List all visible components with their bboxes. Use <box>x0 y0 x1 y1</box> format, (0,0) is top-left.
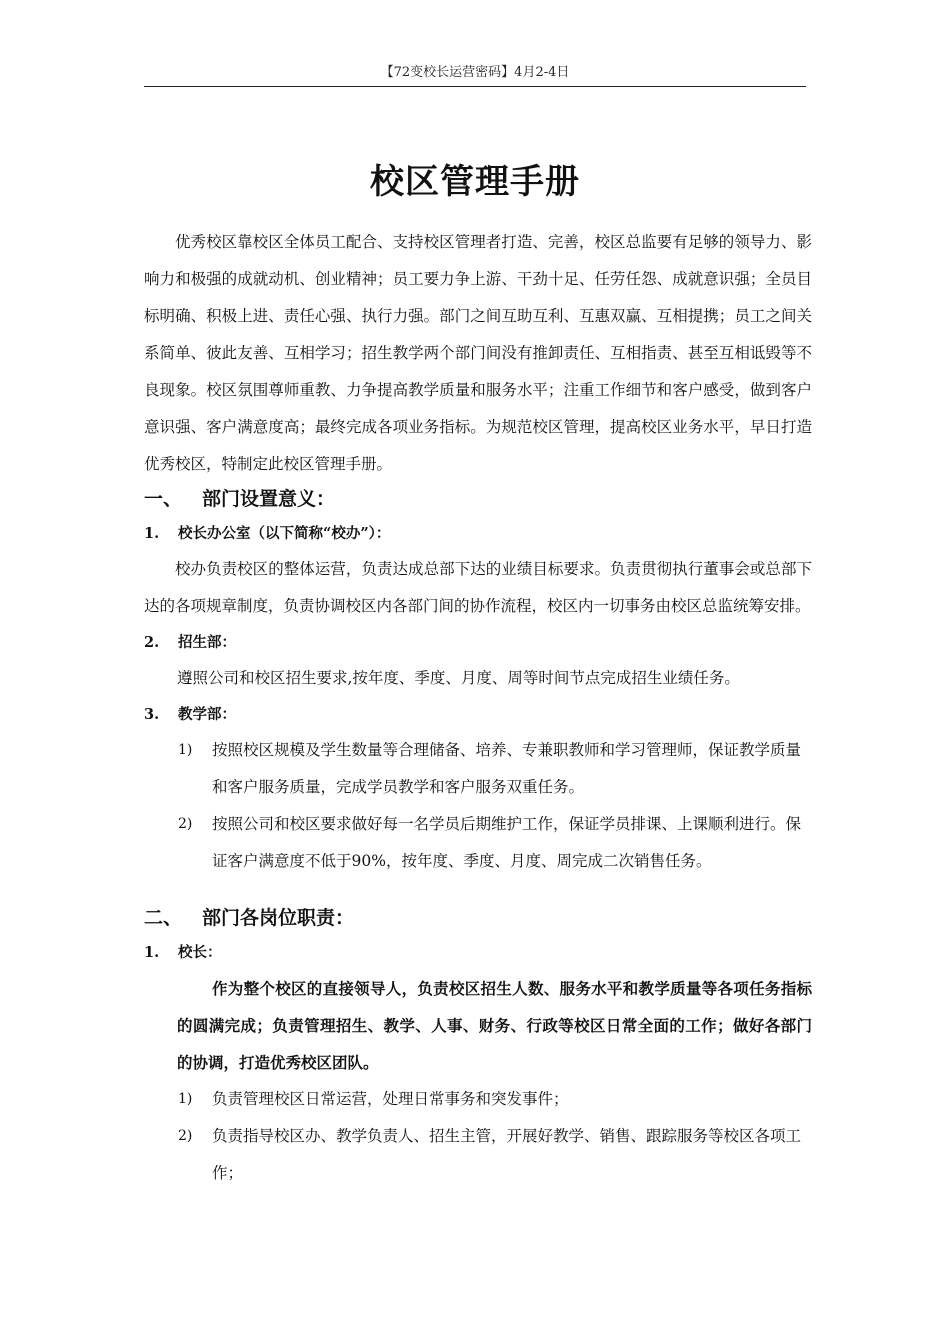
subsection-1-1-text: 校办负责校区的整体运营，负责达成总部下达的业绩目标要求。负责贯彻执行董事会或总部下达的各项规章制度，负责协调校区内各部门间的协作流程，校区内一切事务由校区总监统筹安排。 <box>144 560 812 615</box>
list-item-text: 负责管理校区日常运营，处理日常事务和突发事件； <box>212 1090 569 1108</box>
subsection-1-2-text: 遵照公司和校区招生要求,按年度、季度、月度、周等时间节点完成招生业绩任务。 <box>177 669 740 687</box>
list-item-text: 按照校区规模及学生数量等合理储备、培养、专兼职教师和学习管理师，保证教学质量和客户服务质量，完成学员教学和客户服务双重任务。 <box>212 741 802 796</box>
subsection-1-3-number: 3. <box>144 706 160 723</box>
subsection-1-1-heading <box>144 516 812 551</box>
list-item <box>144 1081 812 1118</box>
section-2-number: 二、 <box>144 907 183 929</box>
subsection-1-1-number: 1. <box>144 525 160 542</box>
list-item <box>144 806 812 880</box>
section-2-title: 部门各岗位职责： <box>202 907 355 929</box>
subsection-2-1-heading <box>144 935 812 970</box>
list-item-number: 1) <box>178 742 193 758</box>
section-spacer <box>144 880 812 902</box>
section-2-heading <box>144 902 812 935</box>
section-1-heading <box>144 483 812 516</box>
list-item-number: 1) <box>178 1091 193 1107</box>
list-item-number: 2) <box>178 1128 193 1144</box>
principal-summary: 作为整个校区的直接领导人，负责校区招生人数、服务水平和教学质量等各项任务指标的圆满完成；负责管理招生、教学、人事、财务、行政等校区日常全面的工作；做好各部门的协调，打造优秀校区团队。 <box>177 979 812 1072</box>
subsection-1-2-title: 招生部： <box>178 634 236 651</box>
page-header: 【72变校长运营密码】4月2-4日 <box>380 65 570 80</box>
section-1-number: 一、 <box>144 488 183 510</box>
list-item-text: 按照公司和校区要求做好每一名学员后期维护工作，保证学员排课、上课顺利进行。保证客户满意度不低于90%，按年度、季度、月度、周完成二次销售任务。 <box>212 815 802 870</box>
document-title: 校区管理手册 <box>370 162 580 202</box>
section-1-title: 部门设置意义： <box>202 488 336 510</box>
list-item <box>144 1118 812 1192</box>
subsection-2-1-title: 校长： <box>178 944 222 961</box>
list-item-number: 2) <box>178 816 193 832</box>
subsection-1-2-heading <box>144 625 812 660</box>
subsection-2-1-number: 1. <box>144 944 160 961</box>
list-item <box>144 732 812 806</box>
subsection-1-3-title: 教学部： <box>178 706 236 723</box>
header-divider <box>144 86 806 87</box>
subsection-1-3-heading <box>144 697 812 732</box>
list-item-text: 负责指导校区办、教学负责人、招生主管，开展好教学、销售、跟踪服务等校区各项工作； <box>212 1127 802 1182</box>
document-body <box>144 224 812 1192</box>
subsection-1-1-title: 校长办公室（以下简称“校办”）： <box>178 525 391 542</box>
intro-paragraph: 优秀校区靠校区全体员工配合、支持校区管理者打造、完善，校区总监要有足够的领导力、影响力和极强的成就动机、创业精神；员工要力争上游、干劲十足、任劳任怨、成就意识强；全员目标明确、积极上进、责任心强、执行力强。部门之间互助互利、互惠双赢、互相提携；员工之间关系简单、彼此友善、互相学习；招生教学两个部门间没有推卸责任、互相指责、甚至互相诋毁等不良现象。校区氛围尊师重教、力争提高教学质量和服务水平；注重工作细节和客户感受，做到客户意识强、客户满意度高；最终完成各项业务指标。为规范校区管理，提高校区业务水平，早日打造优秀校区，特制定此校区管理手册。 <box>144 233 812 473</box>
subsection-1-2-number: 2. <box>144 634 160 651</box>
